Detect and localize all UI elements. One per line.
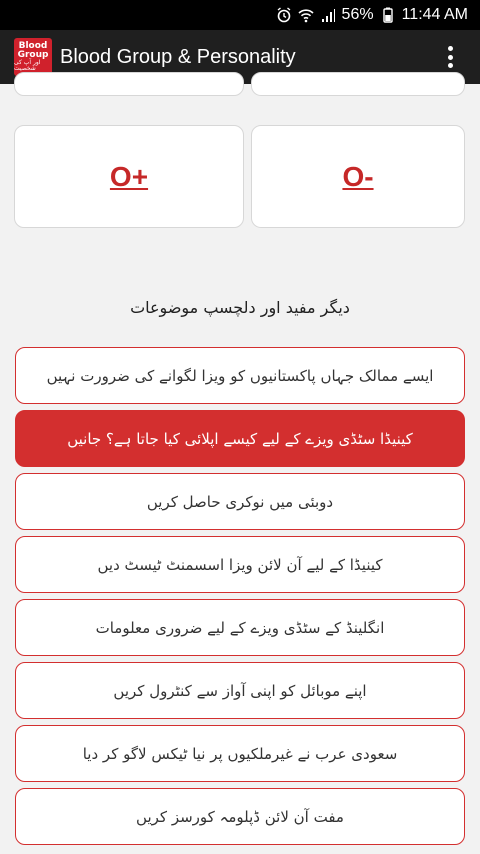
battery-level: 56% bbox=[341, 6, 374, 23]
topic-button[interactable]: انگلینڈ کے سٹڈی ویزے کے لیے ضروری معلومات bbox=[15, 599, 465, 656]
topic-button[interactable]: مفت آن لائن ڈپلومہ کورسز کریں bbox=[15, 788, 465, 845]
blood-group-card-partial[interactable] bbox=[14, 72, 244, 96]
blood-group-card-partial[interactable] bbox=[251, 72, 465, 96]
topic-button-highlighted[interactable]: کینیڈا سٹڈی ویزے کے لیے کیسے اپلائی کیا جاتا ہے؟ جانیں bbox=[15, 410, 465, 467]
app-logo bbox=[14, 38, 52, 76]
wifi-icon bbox=[298, 7, 314, 23]
blood-group-label: O+ bbox=[109, 160, 149, 192]
blood-group-o-positive-card[interactable] bbox=[14, 125, 244, 228]
topic-button[interactable]: سعودی عرب نے غیرملکیوں پر نیا ٹیکس لاگو کر دیا bbox=[15, 725, 465, 782]
app-title: Blood Group & Personality bbox=[60, 45, 296, 68]
section-title: دیگر مفید اور دلچسپ موضوعات bbox=[130, 298, 350, 317]
topic-button[interactable]: اپنے موبائل کو اپنی آواز سے کنٹرول کریں bbox=[15, 662, 465, 719]
clock: 11:44 AM bbox=[401, 6, 468, 23]
signal-icon bbox=[320, 7, 336, 23]
logo-text-urdu: اور آپ کی شخصیت bbox=[14, 59, 41, 72]
blood-group-label: O- bbox=[342, 160, 374, 192]
blood-group-o-negative-card[interactable] bbox=[251, 125, 465, 228]
topic-button[interactable]: دوبئی میں نوکری حاصل کریں bbox=[15, 473, 465, 530]
overflow-menu-icon[interactable] bbox=[442, 44, 458, 70]
logo-text-group: Group bbox=[17, 50, 49, 60]
main-content bbox=[0, 84, 480, 854]
status-bar bbox=[0, 0, 480, 30]
topic-button[interactable]: ایسے ممالک جہاں پاکستانیوں کو ویزا لگوانے کی ضرورت نہیں bbox=[15, 347, 465, 404]
topic-button[interactable]: کینیڈا کے لیے آن لائن ویزا اسسمنٹ ٹیسٹ دیں bbox=[15, 536, 465, 593]
alarm-icon bbox=[276, 7, 292, 23]
logo-text-blood: Blood bbox=[18, 41, 48, 51]
battery-icon bbox=[380, 7, 396, 23]
